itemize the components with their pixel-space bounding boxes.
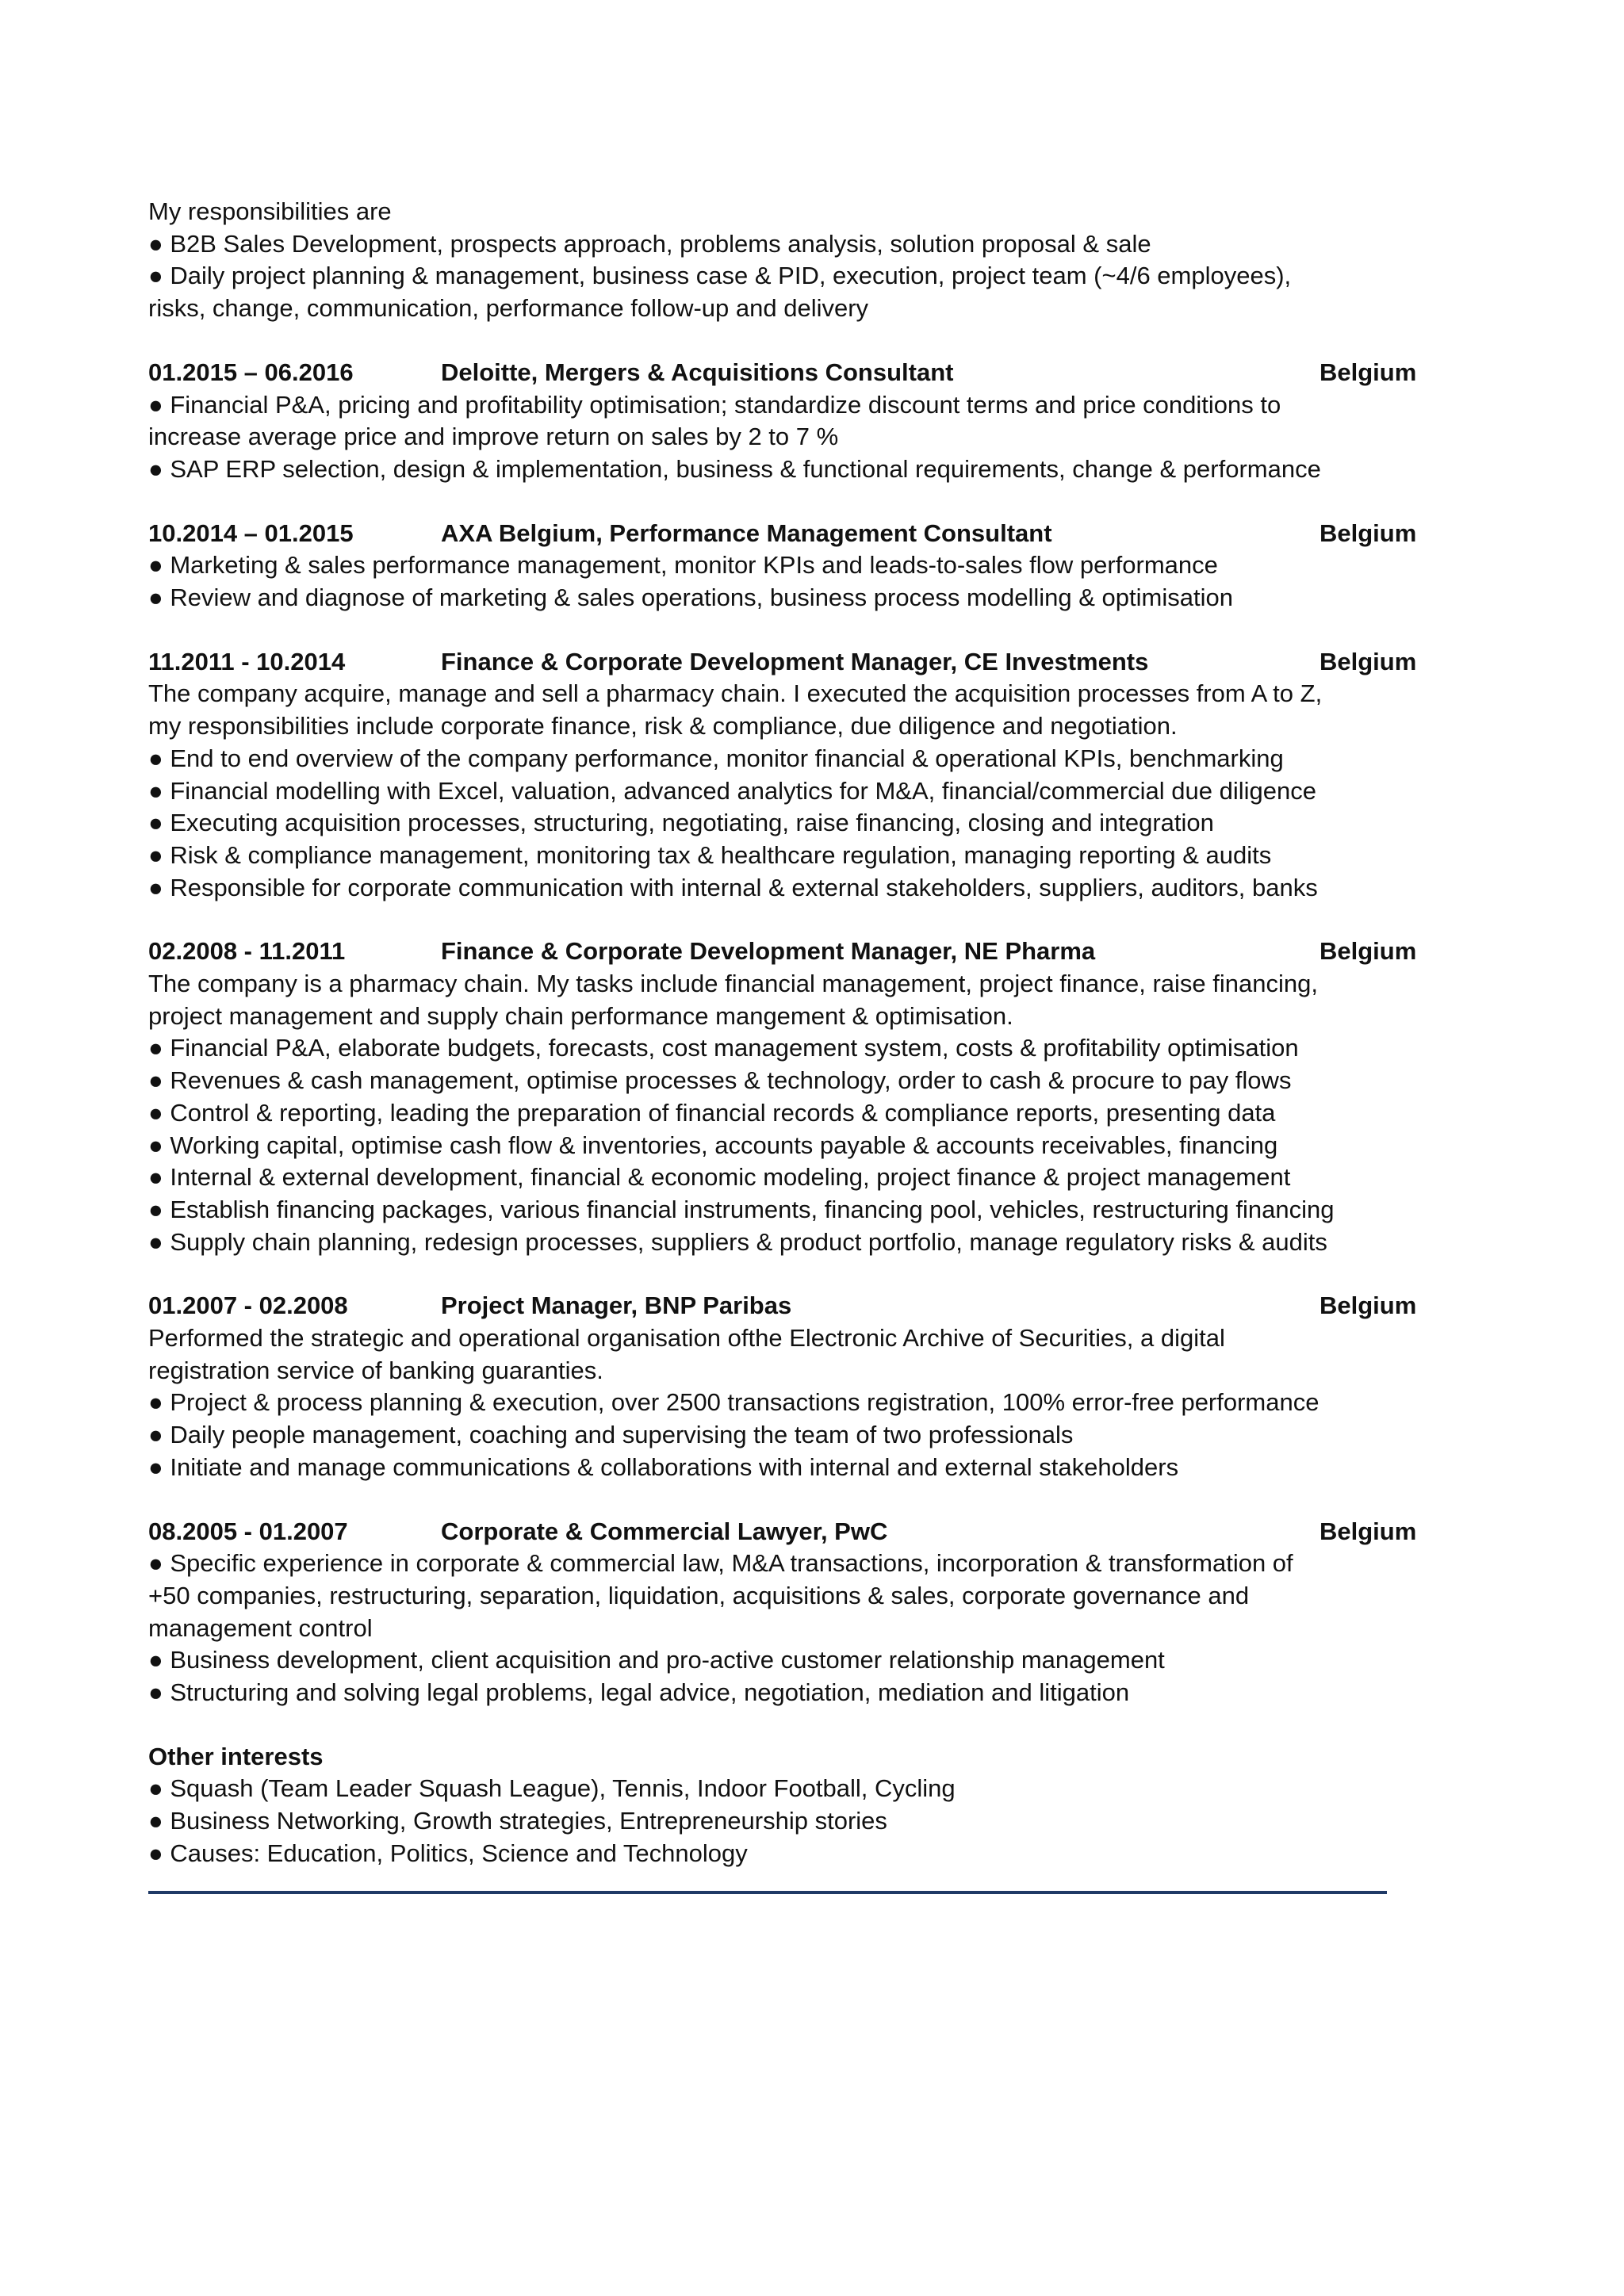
experience-header bbox=[148, 936, 1496, 968]
experience-line: The company is a pharmacy chain. My tasks include financial management, project finance, raise financing, bbox=[148, 970, 1318, 997]
experience-line: increase average price and improve return on sales by 2 to 7 % bbox=[148, 423, 839, 451]
experience-line: ● Business development, client acquisition and pro-active customer relationship management bbox=[148, 1646, 1165, 1674]
experience-location: Belgium bbox=[1320, 1292, 1417, 1320]
experience-date: 08.2005 - 01.2007 bbox=[148, 1517, 348, 1545]
interests-block bbox=[148, 1741, 1496, 1870]
experience-line: Performed the strategic and operational organisation ofthe Electronic Archive of Securities, a digital bbox=[148, 1324, 1225, 1353]
experience-line: ● Financial P&A, elaborate budgets, forecasts, cost management system, costs & profitability optimisation bbox=[148, 1034, 1299, 1062]
footer-divider bbox=[148, 1891, 1387, 1894]
experience-role: Project Manager, BNP Paribas bbox=[441, 1292, 792, 1320]
experience-role: Deloitte, Mergers & Acquisitions Consultant bbox=[441, 358, 954, 386]
resume-page bbox=[148, 196, 1496, 1870]
experience-line: ● Specific experience in corporate & commercial law, M&A transactions, incorporation & transformation of bbox=[148, 1549, 1293, 1578]
experience-line: ● Control & reporting, leading the preparation of financial records & compliance reports, presenting data bbox=[148, 1098, 1276, 1127]
experience-line: ● Revenues & cash management, optimise processes & technology, order to cash & procure to pay flows bbox=[148, 1066, 1292, 1095]
experience-date: 11.2011 - 10.2014 bbox=[148, 647, 346, 675]
experience-line: registration service of banking guaranties. bbox=[148, 1356, 603, 1384]
experience-entry-pwc bbox=[148, 1516, 1496, 1709]
experience-entry-axa bbox=[148, 518, 1496, 614]
experience-location: Belgium bbox=[1320, 519, 1417, 547]
experience-line: project management and supply chain performance mangement & optimisation. bbox=[148, 1001, 1013, 1030]
experience-role: Corporate & Commercial Lawyer, PwC bbox=[441, 1517, 888, 1545]
experience-line: ● Initiate and manage communications & collaborations with internal and external stakeholders bbox=[148, 1452, 1179, 1481]
experience-role: Finance & Corporate Development Manager, CE Investments bbox=[441, 647, 1149, 675]
interests-heading: Other interests bbox=[148, 1742, 324, 1770]
experience-date: 02.2008 - 11.2011 bbox=[148, 937, 346, 966]
experience-line: ● Supply chain planning, redesign processes, suppliers & product portfolio, manage regulatory risks & audits bbox=[148, 1227, 1327, 1256]
intro-block bbox=[148, 196, 1496, 325]
experience-location: Belgium bbox=[1320, 647, 1417, 675]
intro-line: ● B2B Sales Development, prospects approach, problems analysis, solution proposal & sale bbox=[148, 229, 1151, 258]
experience-line: ● Financial modelling with Excel, valuation, advanced analytics for M&A, financial/commercial due diligence bbox=[148, 776, 1316, 805]
experience-entry-ne-pharma bbox=[148, 936, 1496, 1258]
experience-line: ● Working capital, optimise cash flow & inventories, accounts payable & accounts receivables, financing bbox=[148, 1131, 1278, 1159]
intro-line: risks, change, communication, performance follow-up and delivery bbox=[148, 294, 869, 323]
experience-location: Belgium bbox=[1320, 358, 1417, 386]
experience-line: ● Financial P&A, pricing and profitability optimisation; standardize discount terms and price conditions to bbox=[148, 390, 1281, 419]
experience-line: +50 companies, restructuring, separation, liquidation, acquisitions & sales, corporate governance and bbox=[148, 1581, 1250, 1609]
experience-line: management control bbox=[148, 1613, 373, 1642]
experience-location: Belgium bbox=[1320, 937, 1417, 966]
intro-line: ● Daily project planning & management, business case & PID, execution, project team (~4/6 employees), bbox=[148, 262, 1292, 290]
experience-line: ● SAP ERP selection, design & implementation, business & functional requirements, change & performance bbox=[148, 454, 1321, 483]
experience-line: ● Risk & compliance management, monitoring tax & healthcare regulation, managing reporting & audits bbox=[148, 840, 1272, 869]
experience-date: 10.2014 – 01.2015 bbox=[148, 519, 354, 547]
experience-entry-deloitte bbox=[148, 357, 1496, 486]
experience-line: ● Structuring and solving legal problems, legal advice, negotiation, mediation and litigation bbox=[148, 1678, 1130, 1707]
experience-role: Finance & Corporate Development Manager, NE Pharma bbox=[441, 937, 1096, 966]
experience-entry-ce-investments bbox=[148, 646, 1496, 905]
experience-line: ● Daily people management, coaching and supervising the team of two professionals bbox=[148, 1421, 1074, 1449]
intro-heading: My responsibilities are bbox=[148, 197, 392, 225]
experience-line: ● End to end overview of the company performance, monitor financial & operational KPIs, benchmarking bbox=[148, 744, 1284, 772]
interest-item: ● Business Networking, Growth strategies, Entrepreneurship stories bbox=[148, 1807, 887, 1835]
experience-date: 01.2015 – 06.2016 bbox=[148, 358, 354, 386]
experience-line: ● Marketing & sales performance management, monitor KPIs and leads-to-sales flow performance bbox=[148, 551, 1218, 580]
experience-header bbox=[148, 518, 1496, 550]
experience-line: ● Establish financing packages, various financial instruments, financing pool, vehicles, restructuring financing bbox=[148, 1195, 1335, 1223]
experience-line: The company acquire, manage and sell a pharmacy chain. I executed the acquisition processes from A to Z, bbox=[148, 679, 1323, 708]
experience-line: ● Executing acquisition processes, structuring, negotiating, raise financing, closing and integration bbox=[148, 809, 1214, 837]
experience-header bbox=[148, 646, 1496, 679]
experience-header bbox=[148, 357, 1496, 389]
experience-line: ● Responsible for corporate communication with internal & external stakeholders, suppliers, auditors, banks bbox=[148, 873, 1318, 901]
interest-item: ● Causes: Education, Politics, Science and Technology bbox=[148, 1839, 748, 1867]
experience-line: ● Project & process planning & execution, over 2500 transactions registration, 100% error-free performance bbox=[148, 1388, 1320, 1417]
interest-item: ● Squash (Team Leader Squash League), Tennis, Indoor Football, Cycling bbox=[148, 1774, 956, 1803]
experience-entry-bnp-paribas bbox=[148, 1290, 1496, 1483]
experience-header bbox=[148, 1516, 1496, 1548]
experience-location: Belgium bbox=[1320, 1517, 1417, 1545]
experience-line: ● Internal & external development, financial & economic modeling, project finance & project management bbox=[148, 1163, 1291, 1192]
experience-line: ● Review and diagnose of marketing & sales operations, business process modelling & optimisation bbox=[148, 584, 1233, 611]
experience-line: my responsibilities include corporate finance, risk & compliance, due diligence and negotiation. bbox=[148, 712, 1178, 740]
experience-date: 01.2007 - 02.2008 bbox=[148, 1292, 348, 1320]
experience-role: AXA Belgium, Performance Management Consultant bbox=[441, 519, 1052, 547]
experience-header bbox=[148, 1290, 1496, 1322]
